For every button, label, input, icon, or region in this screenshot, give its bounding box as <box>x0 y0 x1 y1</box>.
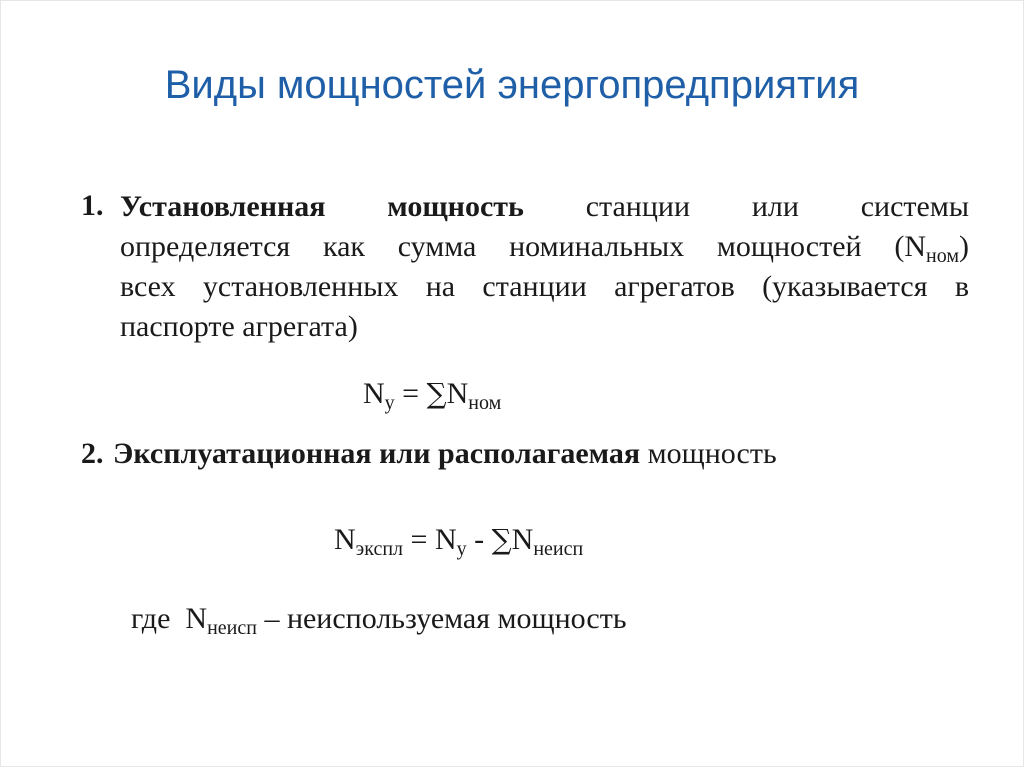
where-prefix: где <box>131 602 186 635</box>
formula-1-rhs-subscript: ном <box>468 392 502 414</box>
where-variable-subscript: неисп <box>207 617 257 639</box>
formula-2-equals: = <box>403 523 435 556</box>
formula-installed-power <box>363 377 501 415</box>
item-1-line-2 <box>120 227 969 267</box>
item-1-line-3: всех установленных на станции агрегатов (указывается в <box>120 270 969 303</box>
formula-1-rhs: N <box>446 377 469 410</box>
item-2-rest: мощность <box>640 437 777 470</box>
item-1-line-1-rest: станции или системы <box>585 190 969 223</box>
item-2-bold-term: Эксплуатационная или располагаемая <box>113 437 641 470</box>
item-1-line-2-text: определяется как сумма номинальных мощностей (N <box>120 230 927 263</box>
item-1-paragraph <box>120 187 969 347</box>
formula-1-lhs: N <box>363 377 385 410</box>
where-text: – неиспользуемая мощность <box>256 602 627 635</box>
slide-title: Виды мощностей энергопредприятия <box>164 63 860 107</box>
sum-symbol: ∑ <box>491 523 512 556</box>
item-1-number: 1. <box>81 189 104 222</box>
formula-2-lhs-subscript: экспл <box>355 538 404 560</box>
where-variable: N <box>185 602 208 635</box>
formula-2-lhs: N <box>334 523 356 556</box>
item-1-line-2-end: ) <box>959 230 969 263</box>
formula-2-mid-subscript: у <box>456 538 467 560</box>
item-2-number: 2. <box>81 437 104 470</box>
formula-2-rhs-subscript: неисп <box>533 538 584 560</box>
formula-1-equals: = <box>394 377 427 410</box>
formula-operational-power <box>334 523 583 561</box>
formula-2-minus: - <box>466 523 492 556</box>
item-1-line-4: паспорте агрегата) <box>120 310 358 343</box>
formula-2-mid: N <box>434 523 457 556</box>
where-definition <box>131 602 627 640</box>
formula-1-lhs-subscript: у <box>384 392 395 414</box>
item-1-line-1 <box>120 187 969 227</box>
formula-2-rhs: N <box>511 523 534 556</box>
item-2-line <box>113 437 777 471</box>
sum-symbol: ∑ <box>426 377 447 410</box>
item-1-bold-term: Установленная мощность <box>120 190 524 223</box>
item-1-line-2-subscript: ном <box>926 245 959 267</box>
